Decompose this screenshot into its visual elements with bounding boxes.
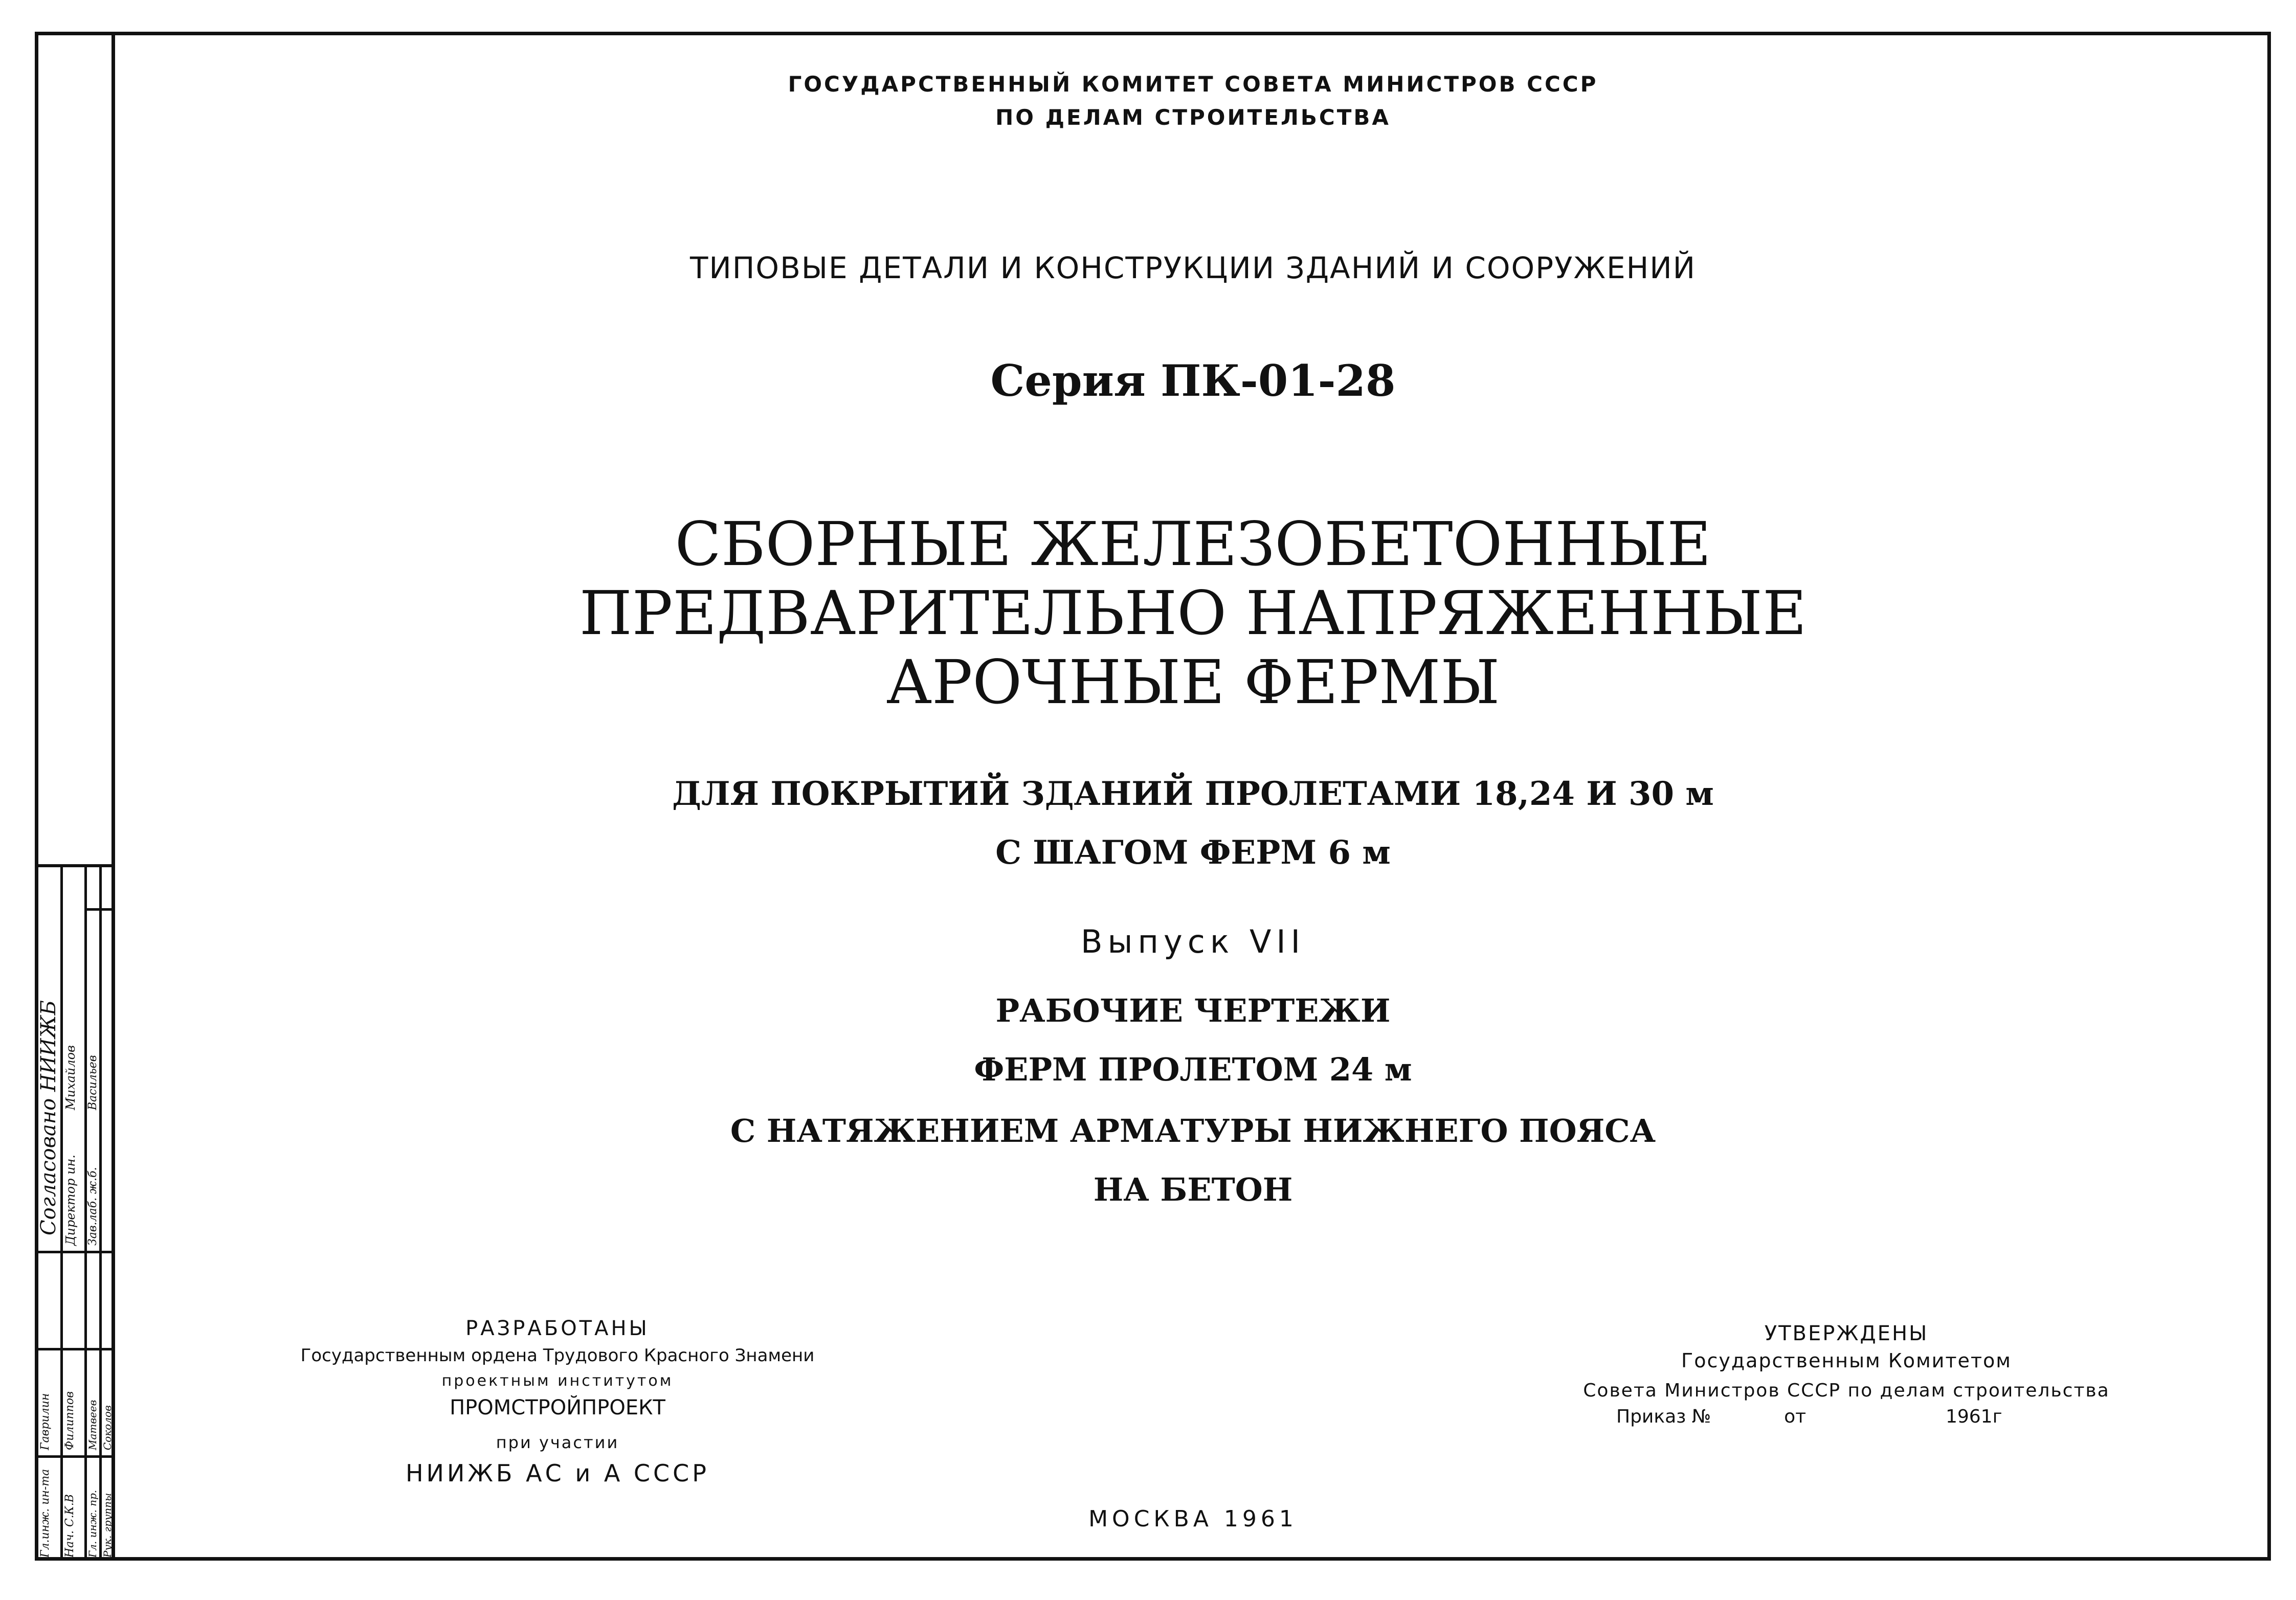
developed-line-5: НИИЖБ АС и А СССР [405, 1459, 710, 1487]
subtitle-line-2: С ШАГОМ ФЕРМ 6 м [995, 833, 1391, 872]
org-line-2: ПО ДЕЛАМ СТРОИТЕЛЬСТВА [995, 105, 1391, 130]
approved-heading: УТВЕРЖДЕНЫ [1764, 1322, 1929, 1345]
issue-desc-line-1: РАБОЧИЕ ЧЕРТЕЖИ [995, 992, 1391, 1029]
issue-desc-line-4: НА БЕТОН [1093, 1171, 1293, 1208]
stamp-name: Михайлов [63, 1045, 78, 1110]
stamp-name: Соколов [101, 1405, 114, 1450]
stamp-divider [35, 1251, 115, 1253]
developed-line-4: при участии [496, 1433, 619, 1452]
category-title: ТИПОВЫЕ ДЕТАЛИ И КОНСТРУКЦИИ ЗДАНИЙ И СООРУЖЕНИЙ [689, 251, 1696, 285]
developed-line-1: Государственным ордена Трудового Красного Знамени [300, 1345, 815, 1366]
developed-heading: РАЗРАБОТАНЫ [465, 1317, 650, 1340]
stamp-role: Нач. С.К.В [63, 1494, 76, 1558]
stamp-divider [84, 908, 115, 911]
approved-block [1478, 1322, 2215, 1427]
stamp-role: Зав.лаб. ж.б. [86, 1167, 99, 1246]
series-title: Серия ПК-01-28 [990, 355, 1396, 406]
stamp-name: Васильев [86, 1055, 99, 1110]
main-title-line-1: СБОРНЫЕ ЖЕЛЕЗОБЕТОННЫЕ [675, 509, 1711, 579]
developed-block [240, 1317, 875, 1487]
approved-order-row [1478, 1406, 2215, 1427]
developed-line-3: ПРОМСТРОЙПРОЕКТ [450, 1396, 665, 1419]
stamp-role: Директор ин. [63, 1155, 78, 1246]
stamp-divider [35, 1348, 115, 1350]
subtitle-line-1: ДЛЯ ПОКРЫТИЙ ЗДАНИЙ ПРОЛЕТАМИ 18,24 И 30 м [672, 775, 1714, 813]
org-line-1: ГОСУДАРСТВЕННЫЙ КОМИТЕТ СОВЕТА МИНИСТРОВ СССР [788, 72, 1598, 97]
stamp-role: Рук. группы [101, 1493, 114, 1558]
stamp-name: Гаврилин [39, 1393, 52, 1450]
main-title-line-3: АРОЧНЫЕ ФЕРМЫ [886, 647, 1500, 717]
main-title-line-2: ПРЕДВАРИТЕЛЬНО НАПРЯЖЕННЫЕ [579, 578, 1807, 648]
approval-stamp [35, 864, 115, 1561]
stamp-divider [35, 1455, 115, 1458]
stamp-name: Матвеев [86, 1400, 99, 1450]
stamp-name: Филиппов [63, 1391, 76, 1450]
approved-from-label: от [1784, 1406, 1807, 1427]
issue-desc-line-2: ФЕРМ ПРОЛЕТОМ 24 м [974, 1051, 1412, 1088]
stamp-role: Гл.инж. ин-та [39, 1469, 52, 1558]
developed-line-2: проектным институтом [441, 1372, 674, 1390]
approved-year: 1961г [1945, 1406, 2002, 1427]
issue-desc-line-3: С НАТЯЖЕНИЕМ АРМАТУРЫ НИЖНЕГО ПОЯСА [730, 1112, 1656, 1150]
issue-number: Выпуск VII [1081, 923, 1305, 960]
approved-line-2: Совета Министров СССР по делам строительства [1583, 1380, 2110, 1401]
approved-line-1: Государственным Комитетом [1681, 1349, 2012, 1372]
approved-order-label: Приказ № [1616, 1406, 1711, 1427]
footer-city-year: МОСКВА 1961 [1088, 1506, 1298, 1532]
stamp-agreed: Согласовано НИИЖБ [37, 1000, 60, 1235]
stamp-role: Гл. инж. пр. [86, 1490, 99, 1558]
